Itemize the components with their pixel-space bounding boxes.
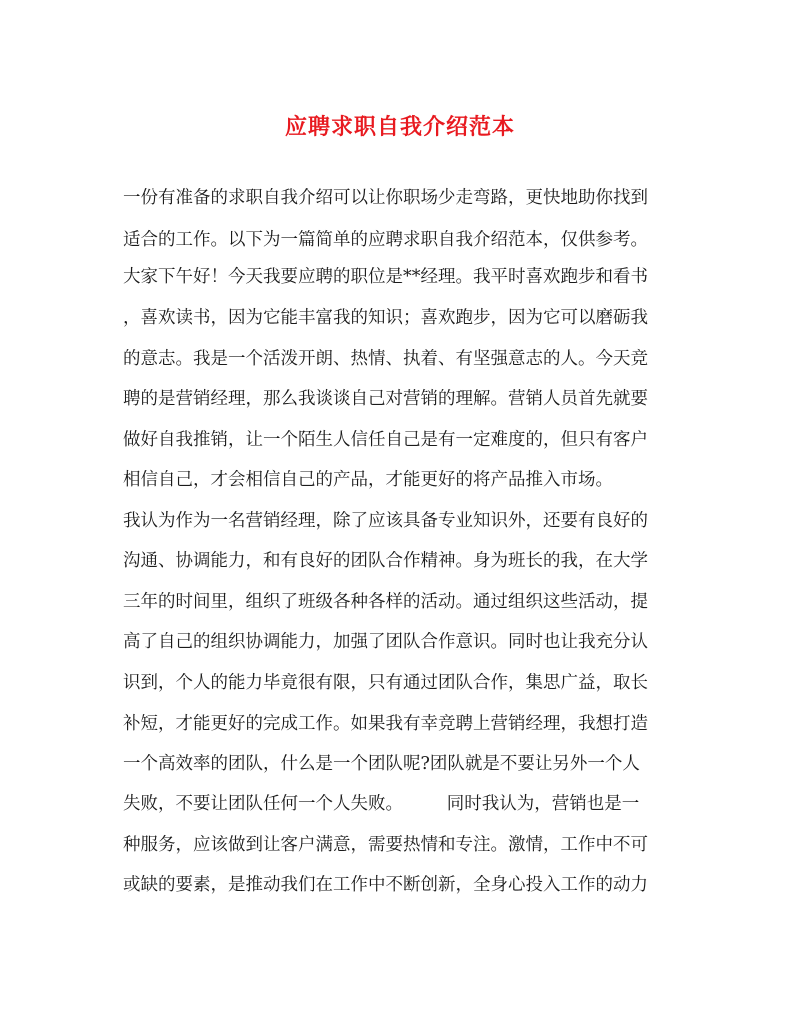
paragraph-line: 三年的时间里，组织了班级各种各样的活动。通过组织这些活动，提	[123, 592, 648, 612]
paragraph-line: 聘的是营销经理，那么我谈谈自己对营销的理解。营销人员首先就要	[123, 389, 648, 409]
paragraph-line: ，喜欢读书，因为它能丰富我的知识；喜欢跑步，因为它可以磨砺我	[123, 308, 648, 328]
paragraph-line: 失败，不要让团队任何一个人失败。 同时我认为，营销也是一	[123, 794, 640, 814]
paragraph-line: 识到，个人的能力毕竟很有限，只有通过团队合作，集思广益，取长	[123, 673, 648, 693]
paragraph-line: 我认为作为一名营销经理，除了应该具备专业知识外，还要有良好的	[123, 511, 648, 531]
paragraph-line: 沟通、协调能力，和有良好的团队合作精神。身为班长的我，在大学	[123, 551, 648, 571]
document-title: 应聘求职自我介绍范本	[284, 114, 515, 140]
paragraph-line: 补短，才能更好的完成工作。如果我有幸竞聘上营销经理，我想打造	[123, 714, 648, 734]
paragraph-line: 或缺的要素，是推动我们在工作中不断创新，全身心投入工作的动力	[123, 875, 648, 895]
paragraph-line: 一个高效率的团队，什么是一个团队呢?团队就是不要让另外一个人	[123, 754, 640, 774]
paragraph-line: 大家下午好！今天我要应聘的职位是**经理。我平时喜欢跑步和看书	[123, 267, 648, 287]
paragraph-line: 适合的工作。以下为一篇简单的应聘求职自我介绍范本，仅供参考。	[123, 230, 648, 250]
paragraph-line: 高了自己的组织协调能力，加强了团队合作意识。同时也让我充分认	[123, 632, 648, 652]
paragraph-line: 一份有准备的求职自我介绍可以让你职场少走弯路，更快地助你找到	[123, 188, 648, 208]
paragraph-line: 相信自己，才会相信自己的产品，才能更好的将产品推入市场。	[123, 470, 613, 490]
paragraph-line: 做好自我推销，让一个陌生人信任自己是有一定难度的，但只有客户	[123, 430, 648, 450]
paragraph-line: 种服务，应该做到让客户满意，需要热情和专注。激情，工作中不可	[123, 835, 648, 855]
paragraph-line: 的意志。我是一个活泼开朗、热情、执着、有坚强意志的人。今天竞	[123, 349, 648, 369]
